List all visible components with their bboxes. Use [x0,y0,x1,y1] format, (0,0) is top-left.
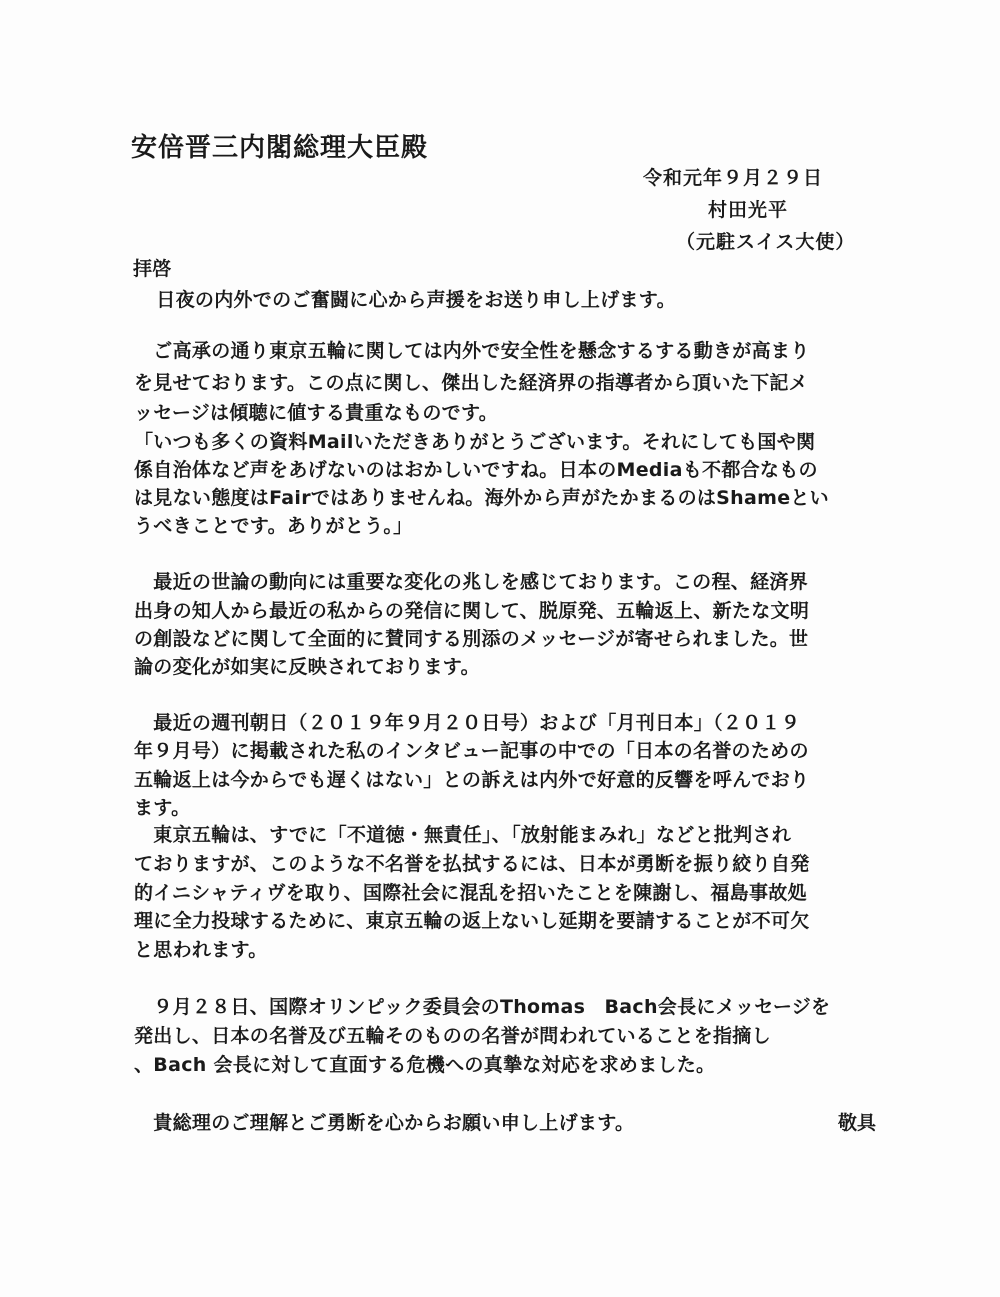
letter-date: 令和元年９月２９日 [643,167,824,189]
body-line: ておりますが、このような不名誉を払拭するには、日本が勇断を振り絞り自発 [134,853,810,875]
closing-phrase: 敬具 [838,1112,877,1134]
body-line: うべきことです。ありがとう。」 [134,515,413,537]
body-line: 貴総理のご理解とご勇断を心からお願い申し上げます。 [134,1112,635,1134]
body-line: ご高承の通り東京五輪に関しては内外で安全性を懸念するする動きが高まり [134,340,810,362]
sender-title: （元駐スイス大使） [676,231,856,253]
body-line: 最近の世論の動向には重要な変化の兆しを感じております。この程、経済界 [134,571,808,593]
body-line: 理に全力投球するために、東京五輪の返上ないし延期を要請することが不可欠 [134,910,810,932]
sender-name: 村田光平 [708,199,789,221]
body-line: ッセージは傾聴に値する貴重なものです。 [134,402,499,424]
body-line: と思われます。 [134,939,268,961]
addressee-heading: 安倍晋三内閣総理大臣殿 [131,133,429,163]
body-line: 年９月号）に掲載された私のインタビュー記事の中での「日本の名誉のための [134,740,809,762]
body-line: 五輪返上は今からでも遅くはない」との訴えは内外で好意的反響を呼んでおり [134,769,810,791]
body-line: 係自治体など声をあげないのはおかしいですね。日本のMediaも不都合なもの [134,459,818,481]
body-line: 日夜の内外でのご奮闘に心から声援をお送り申し上げます。 [137,289,676,311]
body-line: 最近の週刊朝日（２０１９年９月２０日号）および「月刊日本」（２０１９ [134,712,801,734]
body-line: 発出し、日本の名誉及び五輪そのものの名誉が問われていることを指摘し [134,1025,771,1047]
body-line: ９月２８日、国際オリンピック委員会のThomas Bach会長にメッセージを [134,996,831,1018]
body-line: 東京五輪は、すでに「不道徳・無責任」、「放射能まみれ」などと批判され [134,824,792,846]
body-line: 、Bach 会長に対して直面する危機への真摯な対応を求めました。 [134,1054,716,1076]
body-line: 「いつも多くの資料Mailいただきありがとうございます。それにしても国や関 [134,431,816,453]
body-line: 論の変化が如実に反映されております。 [134,656,480,678]
body-line: 的イニシャティヴを取り、国際社会に混乱を招いたことを陳謝し、福島事故処 [134,882,807,904]
body-line: 出身の知人から最近の私からの発信に関して、脱原発、五輪返上、新たな文明 [134,600,810,622]
body-line: を見せております。この点に関し、傑出した経済界の指導者から頂いた下記メ [134,372,808,394]
body-line: は見ない態度はFairではありませんね。海外から声がたかまるのはShameとい [134,487,829,509]
salutation: 拝啓 [133,258,172,280]
body-line: の創設などに関して全面的に賛同する別添のメッセージが寄せられました。世 [134,628,809,650]
body-line: ます。 [134,797,191,819]
